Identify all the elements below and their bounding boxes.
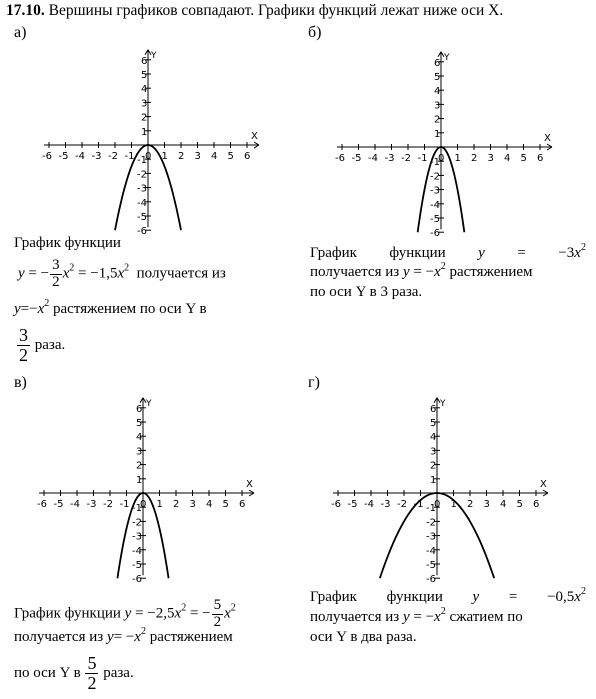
chart-3-x-tick-label: -1 — [413, 499, 424, 510]
chart-0-y-tick-label: 6 — [141, 55, 148, 67]
panel-b-caption-line3: по оси Y в 3 раза. — [310, 284, 423, 300]
chart-3-y-tick-label: 1 — [430, 474, 437, 486]
panel-c-frac-num: 5 — [213, 597, 222, 613]
chart-0-y-tick-label: -3 — [137, 183, 147, 195]
panel-d-line2-tail: сжатием по — [449, 609, 523, 625]
chart-2-y-tick-label: -1 — [132, 503, 142, 515]
chart-2-y-tick-label: -6 — [132, 574, 142, 586]
chart-2-y-tick-label: -3 — [132, 531, 142, 543]
chart-0-y-axis-label: Y — [151, 50, 157, 61]
chart-3-y-tick-label: 4 — [430, 432, 437, 444]
chart-0-x-tick-label: -6 — [42, 151, 52, 162]
chart-1-y-tick-label: -5 — [430, 214, 440, 225]
panel-a-line3-y: y — [14, 301, 21, 317]
panel-b-caption-line2 — [310, 261, 533, 280]
panel-a-frac-den: 2 — [52, 273, 60, 290]
chart-1-y-tick-label: 2 — [434, 114, 441, 126]
chart-3-x-tick-label: -4 — [364, 499, 374, 510]
chart-3-x-tick-label: 2 — [467, 499, 474, 510]
panel-d-word2: функции — [386, 589, 443, 605]
panel-b-line2a: получается из — [310, 264, 400, 280]
chart-3-x-tick-label: 5 — [516, 499, 523, 510]
chart-1-y-tick-label: -6 — [430, 228, 440, 240]
chart-3-x-tick-label: -5 — [347, 499, 358, 510]
panel-c-eq: = −2,5 — [135, 605, 175, 622]
chart-3-x-tick-label: 0 — [434, 499, 441, 510]
panel-a-x: x — [62, 265, 70, 282]
chart-1-x-tick-label: 6 — [537, 153, 544, 164]
chart-0-x-tick-label: 0 — [145, 151, 152, 162]
chart-0-y-tick-label: -2 — [137, 169, 147, 181]
chart-2-y-tick-label: -5 — [132, 560, 142, 571]
chart-2-x-tick-label: 3 — [189, 499, 196, 510]
chart-1-x-tick-label: -4 — [368, 153, 378, 164]
panel-c-line2a: получается из — [14, 629, 104, 645]
panel-c-caption-line2 — [14, 626, 233, 645]
chart-3-x-tick-label: -3 — [380, 499, 391, 510]
chart-3-y-tick-label: 5 — [430, 418, 437, 429]
panel-a-label: а) — [14, 24, 27, 41]
chart-0-x-tick-label: 6 — [244, 151, 251, 162]
panel-c-line3-tail: раза. — [103, 664, 134, 681]
chart-1-x-axis-label: X — [544, 133, 551, 144]
panel-b-word1: График — [310, 245, 357, 261]
panel-d-label: г) — [308, 374, 320, 391]
chart-0-y-tick-label: -1 — [137, 155, 147, 167]
chart-3-x-tick-label: 1 — [450, 499, 457, 510]
panel-d-caption-line1 — [310, 586, 586, 605]
panel-b-coef: −3 — [558, 245, 575, 261]
chart-1-x-tick-label: -1 — [417, 153, 428, 164]
chart-3-x-tick-label: 3 — [483, 499, 490, 510]
chart-2-x-tick-label: 1 — [156, 499, 163, 510]
panel-c-line1: График функции — [14, 605, 121, 622]
chart-2-x-tick-label: -5 — [53, 499, 64, 510]
panel-b-line2-x: x — [434, 264, 441, 280]
chart-0-y-tick-label: 3 — [141, 98, 148, 110]
panel-a-x2: x — [117, 265, 125, 282]
panel-d-line2-eq: = − — [413, 609, 435, 625]
panel-a-minus: − — [40, 265, 50, 282]
panel-a-frac-num: 3 — [52, 257, 60, 273]
chart-0-x-tick-label: 3 — [194, 151, 201, 162]
chart-0-x-tick-label: 2 — [178, 151, 185, 162]
chart-2-y-tick-label: 1 — [136, 474, 143, 486]
chart-1-y-tick-label: 1 — [434, 128, 441, 140]
panel-c-line3-den: 2 — [87, 672, 97, 693]
chart-3-y-tick-label: -3 — [426, 531, 436, 543]
chart-1-y-tick-label: -4 — [430, 199, 440, 211]
chart-0-x-tick-label: 5 — [227, 151, 234, 162]
chart-1-y-tick-label: 5 — [434, 72, 441, 83]
chart-3-y-tick-label: -4 — [426, 545, 436, 557]
chart-2-x-tick-label: 2 — [173, 499, 180, 510]
panel-d-y: y — [472, 589, 480, 605]
panel-d-caption-line2 — [310, 606, 523, 625]
panel-a-line4-num: 3 — [19, 325, 28, 345]
chart-0-y-tick-label: 1 — [141, 126, 148, 138]
chart-2-x-axis-label: X — [246, 479, 253, 490]
panel-a-caption-line2 — [18, 258, 226, 291]
chart-0-x-tick-label: -3 — [91, 151, 102, 162]
chart-0-x-tick-label: -4 — [75, 151, 85, 162]
chart-3-y-tick-label: -1 — [426, 503, 436, 515]
chart-3-y-tick-label: 6 — [430, 403, 437, 415]
panel-d-line2-exp: 2 — [440, 606, 446, 617]
panel-b-line2-exp: 2 — [440, 261, 446, 272]
panel-d-word1: График — [310, 589, 357, 605]
chart-1-x-tick-label: -6 — [335, 153, 345, 164]
panel-a-exp: 2 — [69, 262, 75, 274]
chart-3-x-axis-label: X — [540, 479, 547, 490]
panel-a-tail1: получается из — [136, 265, 226, 282]
panel-d-eq: = — [508, 589, 518, 605]
panel-b-line2-tail: растяжением — [449, 264, 533, 280]
chart-3-y-axis-label: Y — [440, 398, 446, 409]
panel-a-y: y — [18, 265, 25, 282]
chart-2-x-tick-label: -2 — [103, 499, 113, 510]
chart-2-y-tick-label: -2 — [132, 517, 142, 529]
panel-b-line2-y: y — [402, 264, 410, 280]
chart-1-x-tick-label: 3 — [487, 153, 494, 164]
panel-c-line3-num: 5 — [87, 653, 97, 673]
panel-d-line2-y: y — [402, 609, 410, 625]
panel-a-line4-fraction — [17, 326, 30, 365]
chart-2-x-tick-label: -1 — [119, 499, 130, 510]
chart-1-x-tick-label: 0 — [438, 153, 445, 164]
chart-1-x-tick-label: -5 — [351, 153, 362, 164]
panel-c-fraction — [212, 598, 224, 631]
panel-c-line2-y: y — [106, 629, 114, 645]
panel-c-x2: x — [224, 605, 231, 622]
panel-b-eq: = — [517, 245, 526, 261]
panel-a-eq2: = −1,5 — [78, 265, 118, 282]
chart-3-x-tick-label: 6 — [533, 499, 540, 510]
chart-1-x-tick-label: -3 — [384, 153, 395, 164]
chart-1-x-tick-label: -2 — [401, 153, 411, 164]
chart-2-y-tick-label: 3 — [136, 446, 143, 458]
chart-0-y-tick-label: 5 — [141, 70, 148, 81]
chart-2-x-tick-label: -4 — [70, 499, 80, 510]
panel-c-exp: 2 — [181, 602, 187, 614]
panel-c-line2-eq: = − — [113, 629, 135, 645]
panel-b-exp: 2 — [580, 242, 586, 253]
panel-c-line3a: по оси Y в — [14, 664, 81, 681]
panel-b-line2-eq: = − — [413, 264, 435, 280]
chart-2-y-tick-label: 5 — [136, 418, 143, 429]
panel-a-line4-tail: раза. — [34, 336, 66, 353]
panel-c-y: y — [124, 605, 132, 622]
chart-0-x-tick-label: 1 — [161, 151, 168, 162]
panel-a-line3-tail: растяжением по оси Y в — [53, 301, 207, 317]
panel-a-eq: = — [28, 265, 37, 282]
chart-3-x-tick-label: -2 — [397, 499, 407, 510]
problem-number: 17.10. — [6, 2, 45, 19]
panel-a-caption-line4 — [16, 326, 65, 365]
panel-c-line3-fraction — [85, 654, 98, 693]
panel-a-caption-line3 — [14, 298, 207, 317]
panel-d-x: x — [574, 589, 581, 605]
chart-2-x-tick-label: 0 — [140, 499, 147, 510]
panel-d-line2a: получается из — [310, 609, 400, 625]
chart-1-x-tick-label: 5 — [520, 153, 527, 164]
chart-2-x-tick-label: 4 — [206, 499, 213, 510]
chart-1-x-tick-label: 1 — [454, 153, 461, 164]
chart-1-x-tick-label: 2 — [471, 153, 478, 164]
chart-0-x-tick-label: -1 — [124, 151, 135, 162]
chart-1-x-tick-label: 4 — [504, 153, 511, 164]
problem-text: Вершины графиков совпадают. Графики функций лежат ниже оси X. — [48, 2, 504, 19]
chart-1-y-axis-label: Y — [444, 52, 450, 63]
chart-0-x-tick-label: -5 — [58, 151, 69, 162]
chart-0-y-tick-label: -6 — [137, 226, 147, 238]
chart-3-y-tick-label: -6 — [426, 574, 436, 586]
chart-0-y-tick-label: 2 — [141, 112, 148, 124]
chart-1-y-tick-label: -1 — [430, 157, 440, 169]
panel-c-caption-line3 — [14, 654, 134, 693]
panel-a-fraction — [50, 258, 62, 291]
panel-a-caption-line1: График функции — [14, 235, 121, 251]
panel-d-line2-x: x — [434, 609, 441, 625]
chart-0-y-tick-label: -5 — [137, 212, 147, 223]
chart-3-y-tick-label: 2 — [430, 460, 437, 472]
chart-3-y-tick-label: 3 — [430, 446, 437, 458]
chart-3-y-tick-label: -5 — [426, 560, 436, 571]
chart-1-y-tick-label: 3 — [434, 100, 441, 112]
chart-2-y-tick-label: -4 — [132, 545, 142, 557]
panel-b-word2: функции — [389, 245, 446, 261]
panel-c-caption-line1 — [14, 598, 236, 631]
panel-c-frac-den: 2 — [213, 613, 222, 630]
chart-0-y-tick-label: 4 — [141, 84, 148, 96]
panel-c-x: x — [174, 605, 182, 622]
panel-c-eq2: = − — [189, 605, 211, 622]
chart-3-x-tick-label: -6 — [331, 499, 341, 510]
chart-3-y-tick-label: -2 — [426, 517, 436, 529]
chart-2-x-tick-label: -3 — [86, 499, 97, 510]
chart-2-y-tick-label: 6 — [136, 403, 143, 415]
panel-c-line2-x: x — [134, 629, 141, 645]
panel-b-label: б) — [308, 24, 322, 41]
chart-2-x-tick-label: -6 — [37, 499, 47, 510]
chart-1-y-tick-label: -3 — [430, 185, 440, 197]
chart-2-y-tick-label: 4 — [136, 432, 143, 444]
chart-0-y-tick-label: -4 — [137, 197, 147, 209]
panel-c-line2-exp: 2 — [140, 626, 146, 637]
chart-2-x-tick-label: 5 — [222, 499, 229, 510]
panel-a-line4-den: 2 — [19, 344, 28, 365]
panel-a-line3-eq: =− — [20, 301, 38, 317]
panel-d-coef: −0,5 — [547, 589, 575, 605]
panel-b-caption-line1 — [310, 242, 586, 261]
chart-0-x-tick-label: -2 — [108, 151, 118, 162]
chart-3-x-tick-label: 4 — [500, 499, 507, 510]
panel-c-line2-tail: растяжением — [149, 629, 233, 645]
chart-2-y-tick-label: 2 — [136, 460, 143, 472]
chart-0-x-axis-label: X — [251, 131, 258, 142]
chart-2-y-axis-label: Y — [146, 398, 152, 409]
chart-1-y-tick-label: 4 — [434, 86, 441, 98]
panel-d-caption-line3: оси Y в два раза. — [310, 629, 417, 645]
chart-1-y-tick-label: -2 — [430, 171, 440, 183]
chart-0-x-tick-label: 4 — [211, 151, 218, 162]
panel-c-label: в) — [14, 374, 27, 391]
panel-a-line3-x: x — [37, 301, 45, 317]
panel-a-line3-exp: 2 — [44, 298, 50, 309]
chart-2-x-tick-label: 6 — [239, 499, 246, 510]
panel-c-exp2: 2 — [230, 602, 236, 614]
panel-b-y: y — [478, 245, 485, 261]
panel-b-x: x — [574, 245, 581, 261]
chart-1-y-tick-label: 6 — [434, 57, 441, 69]
panel-a-exp2: 2 — [124, 262, 130, 274]
panel-d-exp: 2 — [580, 586, 586, 597]
